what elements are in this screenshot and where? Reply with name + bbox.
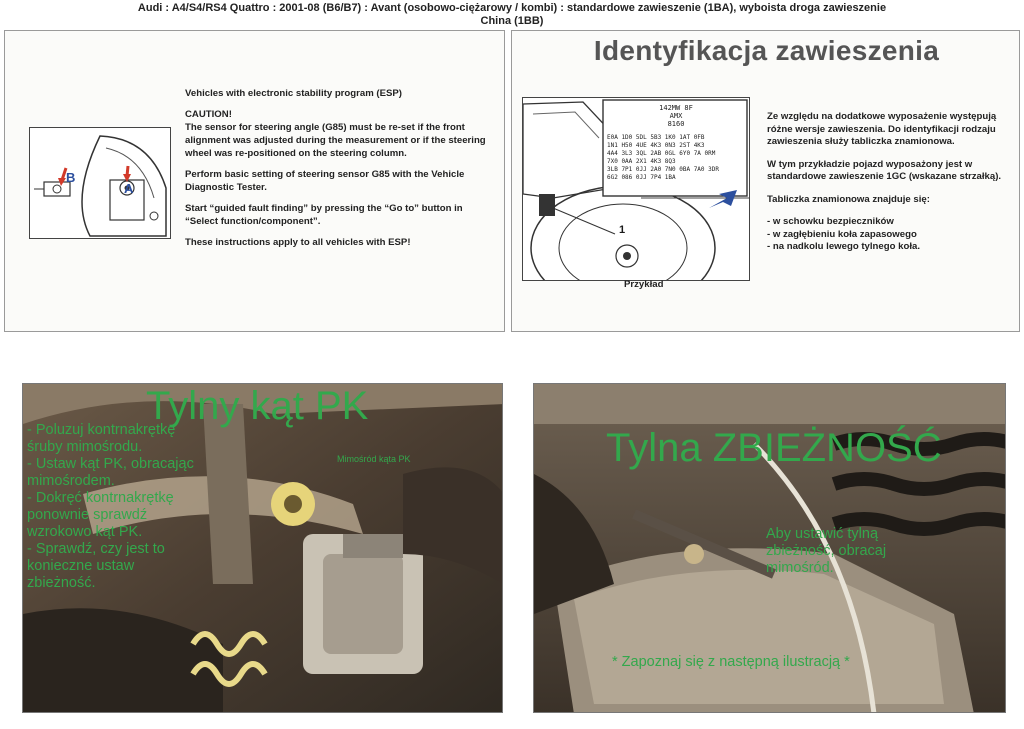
apply-text: These instructions apply to all vehicles with ESP! — [185, 237, 411, 248]
plate-line-2: AMX — [669, 112, 683, 120]
steering-sensor-drawing — [30, 128, 170, 238]
plate-row: 4A4 3L3 3QL 2AB 0GL 6Y0 7A 0RM — [607, 150, 716, 157]
basic-setting-text: Perform basic setting of steering sensor G85 with the Vehicle Diagnostic Tester. — [185, 169, 465, 193]
header-line-2: China (1BB) — [480, 15, 544, 27]
camber-line: zbieżność. — [27, 575, 96, 591]
esp-heading: Vehicles with electronic stability program (ESP) — [185, 88, 402, 99]
plate-row: E0A 1D0 5DL 5B3 1K0 1AT 0FB — [607, 134, 705, 141]
camber-line: - Ustaw kąt PK, obracając — [27, 456, 194, 472]
figure-caption: Przykład — [624, 279, 664, 290]
rating-plate — [607, 104, 745, 182]
camber-line: śruby mimośrodu. — [27, 439, 143, 455]
id-panel-title: Identyfikacja zawieszenia — [593, 35, 940, 66]
camber-instructions — [27, 422, 247, 592]
header-line-1: Audi : A4/S4/RS4 Quattro : 2001-08 (B6/B7) : Avant (osobowo-ciężarowy / kombi) : standardowe zawieszenie (1BA), wyboista droga zawieszenie — [137, 2, 887, 14]
location-item: - na nadkolu lewego tylnego koła. — [767, 241, 920, 252]
caution-text: The sensor for steering angle (G85) must be re-set if the front alignment was adjusted during the measurement or if the steering wheel was re-positioned on the steering column. — [185, 122, 486, 159]
location-item: - w zagłębieniu koła zapasowego — [767, 228, 917, 240]
plate-row: 7X0 0AA 2X1 4K3 8Q3 — [607, 158, 676, 165]
document-header — [0, 2, 1024, 28]
camber-line: ponownie sprawdź — [27, 507, 148, 523]
camber-line: konieczne ustaw — [27, 558, 135, 574]
steering-sensor-figure — [29, 127, 171, 239]
callout-number: 1 — [619, 224, 626, 236]
plate-line-3: 8160 — [667, 120, 685, 128]
id-paragraph-3: Tabliczka znamionowa znajduje się: — [767, 193, 930, 205]
esp-text-block — [185, 87, 490, 257]
id-paragraph-1: Ze względu na dodatkowe wyposażenie występują różne wersje zawieszenia. Do identyfikacji rodzaju zawieszenia służy tabliczka znamionowa. — [767, 111, 997, 147]
rear-camber-photo — [22, 383, 503, 713]
toe-line: Aby ustawić tylną — [766, 526, 879, 542]
plate-row: 3LB 7P1 0JJ 2A0 7N0 0BA 7A0 3DR — [607, 166, 719, 173]
toe-line: zbieżność, obracaj — [766, 543, 887, 559]
plate-row: 1N1 H50 4UE 4K3 0N3 2ST 4K3 — [607, 142, 705, 149]
rear-toe-photo — [533, 383, 1006, 713]
start-text: Start “guided fault finding” by pressing the “Go to” button in “Select function/component”. — [185, 203, 463, 227]
camber-line: - Sprawdź, czy jest to — [27, 541, 165, 557]
toe-instructions — [766, 526, 926, 577]
camber-line: - Dokręć kontrnakrętkę — [27, 490, 174, 506]
spare-wheel-figure — [522, 97, 750, 281]
toe-line: mimośród. — [766, 560, 834, 576]
caution-label: CAUTION! — [185, 109, 232, 120]
esp-instructions-panel — [4, 30, 505, 332]
id-text-block — [767, 111, 1011, 254]
camber-title: Tylny kąt PK — [146, 384, 369, 428]
suspension-identification-panel — [511, 30, 1020, 332]
toe-footnote: * Zapoznaj się z następną ilustracją * — [612, 654, 850, 670]
plate-line-1: 142MW 8F — [659, 104, 693, 112]
camber-line: mimośrodem. — [27, 473, 115, 489]
figure-label-b: B — [66, 170, 76, 185]
eccentric-label: Mimośród kąta PK — [337, 454, 411, 464]
plate-row: 6G2 086 0JJ 7P4 1BA — [607, 174, 676, 181]
figure-label-a: A — [124, 181, 134, 196]
location-item: - w schowku bezpieczników — [767, 216, 894, 227]
camber-line: - Poluzuj kontrnakrętkę — [27, 422, 176, 438]
id-paragraph-2: W tym przykładzie pojazd wyposażony jest w standardowe zawieszenie 1GC (wskazane strzałką). — [767, 158, 1002, 182]
toe-title: Tylna ZBIEŻNOŚĆ — [606, 426, 942, 470]
camber-line: wzrokowo kąt PK. — [27, 524, 143, 540]
